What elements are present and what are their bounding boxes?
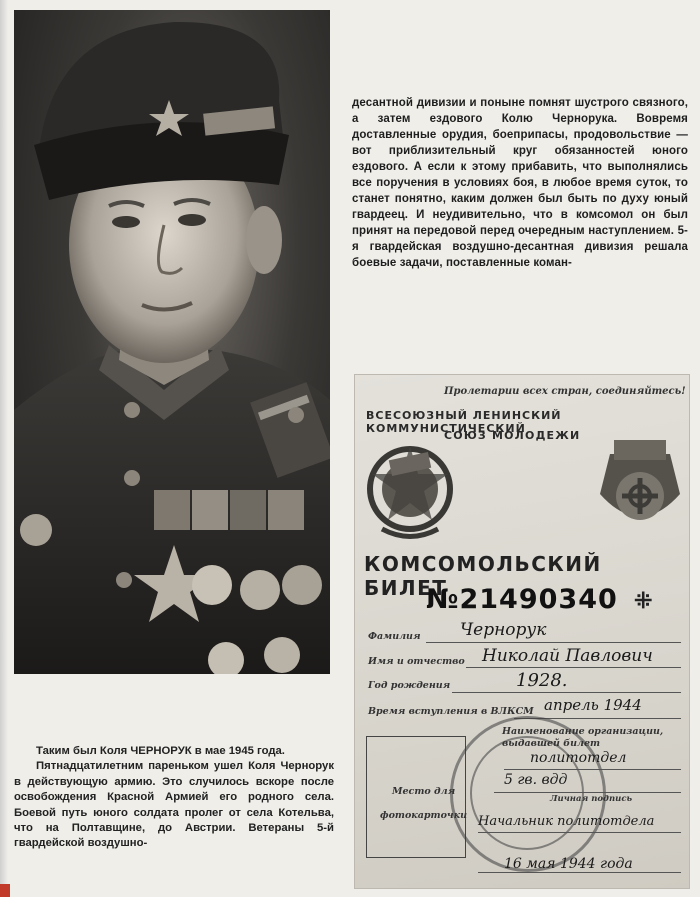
date-line xyxy=(478,872,681,873)
article-caption xyxy=(14,744,334,852)
name-label: Имя и отчество xyxy=(368,656,465,667)
article-right-column: десантной дивизии и поныне помнят шустрого связного, а затем ездового Колю Чернорука. Вовремя доставленные орудия, боеприпасы, продовольствие — вот приблизительный круг обязанностей юного ездового. А если к этому прибавить, что выполнялись все поручения в условиях боя, в любое время суток, то станет понятно, каким должен был быть по духу юный гвардеец. И неудивительно, что в комсомол он был принят на передовой перед очередным наступлением. 5-я гвардейская воздушно-десантная дивизия решала боевые задачи, поставленные коман- xyxy=(352,97,688,269)
org-value-1: политотдел xyxy=(530,750,627,766)
portrait-photo xyxy=(14,10,330,674)
issuer-line xyxy=(478,832,681,833)
org-value-2: 5 гв. вдд xyxy=(504,772,568,788)
joined-value: апрель 1944 xyxy=(544,696,642,714)
card-org-line-1: ВСЕСОЮЗНЫЙ ЛЕНИНСКИЙ КОММУНИСТИЧЕСКИЙ xyxy=(366,409,562,435)
photo-place-label-1: Место для xyxy=(392,786,456,797)
joined-label: Время вступления в ВЛКСМ xyxy=(368,706,534,717)
issue-date-value: 16 мая 1944 года xyxy=(504,856,633,872)
issuer-value: Начальник политотдела xyxy=(478,814,655,829)
org-line-2 xyxy=(494,792,681,793)
surname-label: Фамилия xyxy=(368,631,421,642)
birth-value: 1928. xyxy=(516,670,568,691)
name-value: Николай Павлович xyxy=(482,646,653,666)
order-labour-banner-icon xyxy=(592,434,688,544)
name-line xyxy=(466,667,681,668)
order-red-banner-icon xyxy=(362,434,458,544)
org-label: Наименование организации, выдавшей билет xyxy=(502,726,664,749)
caption-paragraph-1: Таким был Коля ЧЕРНОРУК в мае 1945 года. xyxy=(36,745,285,757)
caption-paragraph-2: Пятнадцатилетним пареньком ушел Коля Чернорук в действующую армию. Это случилось вскоре после освобождения Красной Армией его родного села. Боевой путь юного солдата пролег от села Котельва, что на Полтавщине, до Австрии. Ветераны 5-й гвардейской воздушно- xyxy=(14,760,334,850)
card-number: №21490340 xyxy=(426,584,618,615)
birth-label: Год рождения xyxy=(368,680,451,691)
card-org-line-2: СОЮЗ МОЛОДЕЖИ xyxy=(444,429,581,442)
photo-place-label-2: фотокарточки xyxy=(380,810,468,821)
red-page-mark xyxy=(0,884,10,897)
org-line-1 xyxy=(504,769,681,770)
surname-line xyxy=(426,642,681,643)
card-motto: Пролетарии всех стран, соединяйтесь! xyxy=(444,386,686,397)
page-edge xyxy=(0,0,8,897)
surname-value: Чернорук xyxy=(460,620,547,640)
card-ornament: ⁜ xyxy=(634,588,653,613)
komsomol-card xyxy=(354,374,690,889)
signature-label: Личная подпись xyxy=(550,794,633,804)
birth-line xyxy=(452,692,681,693)
card-title: КОМСОМОЛЬСКИЙ БИЛЕТ xyxy=(364,552,602,600)
